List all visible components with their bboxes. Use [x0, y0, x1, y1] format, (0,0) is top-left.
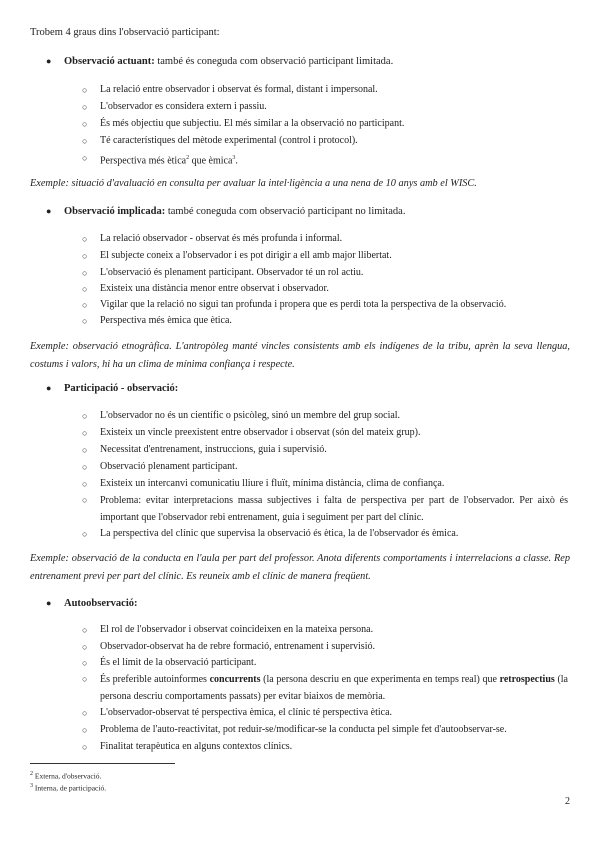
- section-participacio-observacio: ● Participació - observació:: [46, 383, 179, 394]
- document-page: Trobem 4 graus dins l'observació participant: ● Observació actuant: també és coneguda com observació participant limitada. ○ La relació entre observador i observat és formal, distant i impersonal. ○ L'observador es considera extern i passiu. ○ És més objectiu que subjectiu. El més similar a la observació no participant. ○ Té característiques del mètode experimental (control i protocol). ○ Perspectiva més ètica$^2$ que èmica$^3$. Exemple: situació d'avaluació en consulta per avaluar la intel·ligència a una nena de 10 anys amb el WISC. ● Observació implicada: també coneguda com observació participant no limitada. ○ La relació observador - observat és més profunda i informal. ○ El subjecte coneix a l'observador i es pot dirigir a ell amb major llibertat. ○ L'observació és plenament participant. Observador té un rol actiu. ○ Existeix una distància menor entre observat i observador. ○ Vigilar que la relació no sigui tan profunda i propera que es perdi tota la perspectiva de la observació. ○ Perspectiva més èmica que ètica. Exemple: observació etnogràfica. L'antropòleg manté vincles consistents amb els indígenes de la tribu, aprèn la seva llengua, costums i valors, hi ha un clima de mínima confiança i respecte. ● Participació - observació: ○ L'observador no és un científic o psicòleg, sinó un membre del grup social. ○ Existeix un vincle preexistent entre observador i observat (són del mateix grup). ○ Necessitat d'entrenament, instruccions, guia i supervisió. ○ Observació plenament participant. ○ Existeix un intercanvi comunicatiu lliure i fluït, mínima distància, clima de confiança. ○ Problema: evitar interpretacions massa subjectives i falta de perspectiva per part de l'observador. Per això és important que l'observador rebi entrenament, guia i seguiment per part del clínic. ○ La perspectiva del clínic que supervisa la observació és ètica, la de l'observador és èmica. Exemple: observació de la conducta en l'aula per part del professor. Anota diferents comportaments i interrelacions a classe. Rep entrenament previ per part del clínic. Es reuneix amb el clínic de manera freqüent. ● Autoobservació: ○ El rol de l'observador i observat coincideixen en la mateixa persona. ○ Observador-observat ha de rebre formació, entrenament i supervisió. ○ És el límit de la observació participant. ○ És preferible autoinformes concurrents (la persona descriu en que experimenta en temps real) que retrospectius (la persona descriu comportaments passats) per evitar biaixos de memòria. ○ L'observador-observat té perspectiva èmica, el clínic té perspectiva ètica. ○ Problema de l'auto-reactivitat, pot reduir-se/modificar-se la conducta pel simple fet d'autoobservar-se. ○ Finalitat terapèutica en alguns contextos clínics. $^2$ Externa, d'observació. $^3$ Interna, de participació. 2: [30, 27, 570, 807]
- page-number: 2: [565, 796, 570, 807]
- section-observacio-actuant: ● Observació actuant: també és coneguda com observació participant limitada.: [46, 56, 394, 67]
- footnote-divider: [30, 763, 175, 764]
- section-autoobservacio: ● Autoobservació:: [46, 598, 138, 609]
- section-title: Autoobservació:: [64, 598, 138, 609]
- intro-text: Trobem 4 graus dins l'observació participant:: [30, 27, 220, 38]
- example-text: Exemple: situació d'avaluació en consulta per avaluar la intel·ligència a una nena de 10 anys amb el WISC.: [30, 178, 477, 189]
- example-text: Exemple: observació etnogràfica. L'antropòleg manté vincles consistents amb els indígenes de la tribu, aprèn la seva llengua, costums i valors, hi ha un clima de mínima confiança i respecte.: [30, 341, 570, 370]
- section-title: Observació actuant:: [64, 56, 155, 67]
- section-title: Observació implicada:: [64, 206, 166, 217]
- footnote: $^2$ Externa, d'observació.: [30, 771, 102, 781]
- section-title: Participació - observació:: [64, 383, 179, 394]
- example-text: Exemple: observació de la conducta en l'aula per part del professor. Anota diferents comportaments i interrelacions a classe. Rep entrenament previ per part del clínic. Es reuneix amb el clínic de manera freqüent.: [30, 553, 570, 582]
- section-observacio-implicada: ● Observació implicada: també coneguda com observació participant no limitada.: [46, 206, 406, 217]
- footnote: $^3$ Interna, de participació.: [30, 783, 107, 793]
- section-desc: també és coneguda com observació participant limitada.: [154, 56, 394, 67]
- section-desc: també coneguda com observació participant no limitada.: [165, 206, 406, 217]
